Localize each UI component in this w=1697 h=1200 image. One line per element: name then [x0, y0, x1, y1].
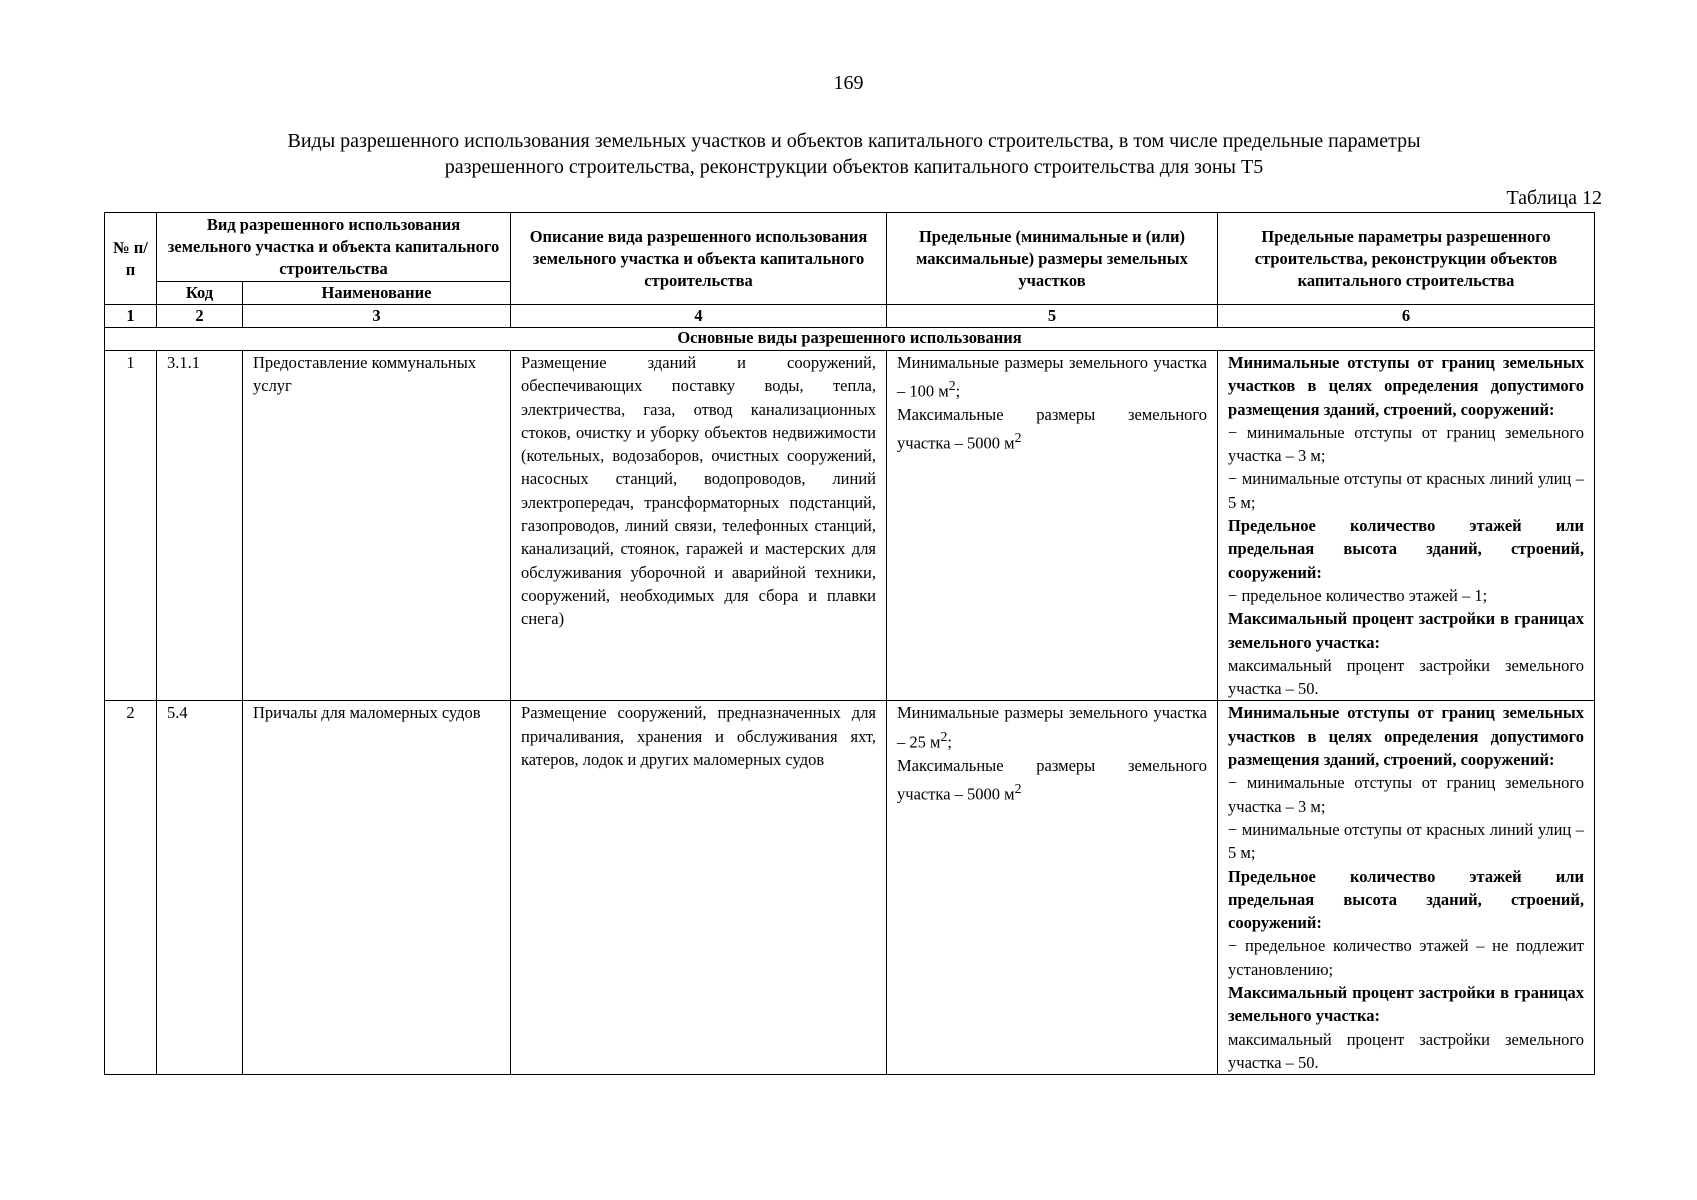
page-number: 169 — [833, 72, 864, 94]
table-row — [105, 701, 1595, 1075]
row-parameters — [1218, 701, 1595, 1075]
size-min-superscript: 2 — [948, 378, 956, 394]
size-min: Минимальные размеры земельного участка – 25 м — [897, 703, 1208, 752]
param-coverage-title: Максимальный процент застройки в границах земельного участка: — [1228, 983, 1585, 1026]
param-setbacks-title: Минимальные отступы от границ земельных участков в целях определения допустимого размещения зданий, строений, сооружений: — [1228, 703, 1585, 770]
header-description: Описание вида разрешенного использования земельного участка и объекта капитального строительства — [511, 213, 887, 305]
size-max-superscript: 2 — [1014, 780, 1022, 796]
size-min-end: ; — [955, 381, 961, 401]
document-title — [104, 128, 1604, 180]
size-max-superscript: 2 — [1014, 430, 1022, 446]
size-min-superscript: 2 — [940, 728, 948, 744]
param-setbacks-boundary: − минимальные отступы от границ земельного участка – 3 м; — [1228, 773, 1585, 816]
param-setbacks-red-lines: − минимальные отступы от красных линий улиц – 5 м; — [1228, 819, 1585, 863]
row-name: Предоставление коммунальных услуг — [243, 351, 511, 701]
row-code: 5.4 — [157, 701, 243, 1075]
column-number-1: 1 — [105, 305, 157, 328]
column-number-5: 5 — [887, 305, 1218, 328]
size-max: Максимальные размеры земельного участка – 5000 м — [897, 755, 1208, 804]
param-setbacks-title: Минимальные отступы от границ земельных участков в целях определения допустимого размещения зданий, строений, сооружений: — [1228, 353, 1585, 419]
row-number: 1 — [105, 351, 157, 701]
param-coverage-title: Максимальный процент застройки в границах земельного участка: — [1228, 609, 1585, 652]
row-code: 3.1.1 — [157, 351, 243, 701]
section-title: Основные виды разрешенного использования — [105, 328, 1595, 351]
table-label: Таблица 12 — [1506, 187, 1602, 209]
column-number-6: 6 — [1218, 305, 1595, 328]
header-vid-group: Вид разрешенного использования земельного участка и объекта капитального строительства — [157, 213, 511, 282]
param-floors-title: Предельное количество этажей или предельная высота зданий, строений, сооружений: — [1228, 516, 1585, 582]
param-setbacks-red-lines: − минимальные отступы от красных линий улиц – 5 м; — [1228, 469, 1585, 512]
permitted-use-table — [104, 212, 1595, 1075]
row-sizes — [887, 351, 1218, 701]
param-coverage-value: максимальный процент застройки земельного участка – 50. — [1228, 655, 1585, 699]
header-parameters: Предельные параметры разрешенного строительства, реконструкции объектов капитального строительства — [1218, 213, 1595, 305]
header-num: № п/п — [105, 213, 157, 305]
size-max: Максимальные размеры земельного участка – 5000 м — [897, 405, 1208, 453]
size-min-end: ; — [947, 732, 952, 752]
param-coverage-value: максимальный процент застройки земельного участка – 50. — [1228, 1029, 1585, 1072]
row-parameters — [1218, 351, 1595, 701]
header-name: Наименование — [243, 282, 511, 305]
column-number-3: 3 — [243, 305, 511, 328]
header-code: Код — [157, 282, 243, 305]
row-name: Причалы для маломерных судов — [243, 701, 511, 1075]
row-description: Размещение сооружений, предназначенных для причаливания, хранения и обслуживания яхт, катеров, лодок и других маломерных судов — [511, 701, 887, 1075]
param-floors-value: − предельное количество этажей – 1; — [1228, 585, 1488, 605]
header-sizes: Предельные (минимальные и (или) максимальные) размеры земельных участков — [887, 213, 1218, 305]
column-number-2: 2 — [157, 305, 243, 328]
param-floors-value: − предельное количество этажей – не подлежит установлению; — [1228, 936, 1585, 979]
size-min: Минимальные размеры земельного участка – 100 м — [897, 353, 1208, 401]
table-row — [105, 351, 1595, 701]
row-sizes — [887, 701, 1218, 1075]
param-floors-title: Предельное количество этажей или предельная высота зданий, строений, сооружений: — [1228, 866, 1585, 933]
column-number-4: 4 — [511, 305, 887, 328]
document-title-line-2: разрешенного строительства, реконструкции объектов капитального строительства для зоны Т5 — [444, 156, 1264, 178]
row-number: 2 — [105, 701, 157, 1075]
row-description: Размещение зданий и сооружений, обеспечивающих поставку воды, тепла, электричества, газа, отвод канализационных стоков, очистку и уборку объектов недвижимости (котельных, водозаборов, очистных сооружений, насосных станций, водопроводов, линий электропередач, трансформаторных подстанций, газопроводов, линий связи, телефонных станций, канализаций, стоянок, гаражей и мастерских для обслуживания уборочной и аварийной техники, сооружений, необходимых для сбора и плавки снега) — [511, 351, 887, 701]
param-setbacks-boundary: − минимальные отступы от границ земельного участка – 3 м; — [1228, 422, 1585, 466]
document-title-line-1: Виды разрешенного использования земельных участков и объектов капитального строительства, в том числе предельные параметры — [287, 130, 1421, 152]
